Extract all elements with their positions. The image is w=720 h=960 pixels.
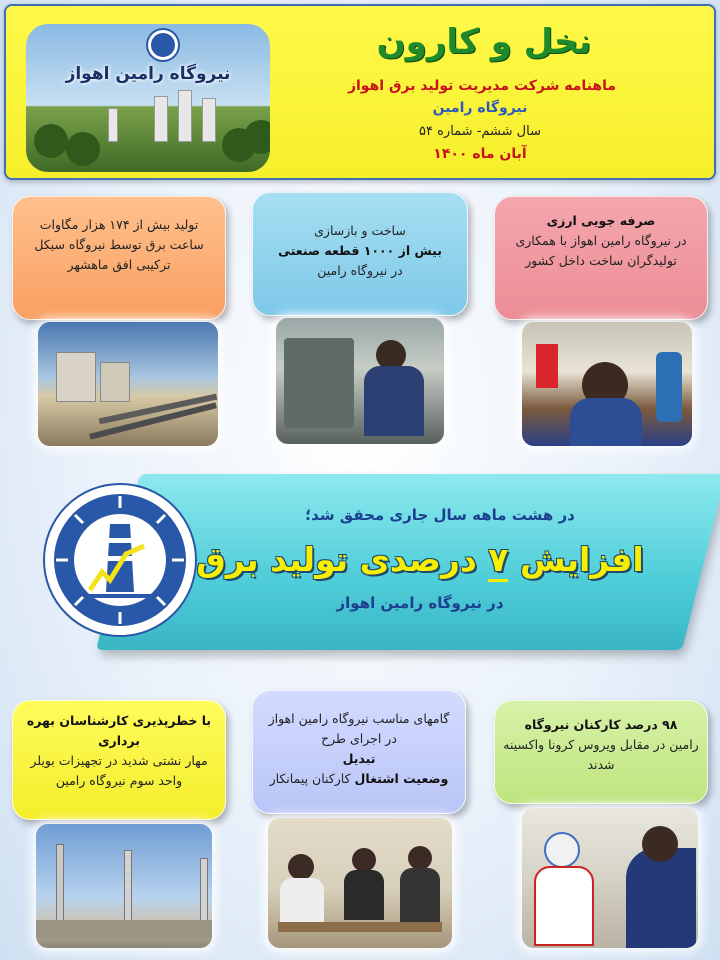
combined-cycle-plant-photo xyxy=(38,322,218,446)
issue-date: آبان ماه ۱۴۰۰ xyxy=(433,146,527,162)
banner-headline xyxy=(190,540,650,579)
card-employment-post: کارکنان پیمانکار xyxy=(269,771,351,786)
card-savings-title: صرفه جویی ارزی xyxy=(546,213,656,228)
header-photo-caption: نیروگاه رامین اهواز xyxy=(65,64,231,84)
plant-name: نیروگاه رامین xyxy=(432,100,528,116)
banner-headline-number: ۷ xyxy=(488,540,508,582)
card-currency-savings[interactable] xyxy=(494,196,708,320)
card-power-production[interactable] xyxy=(12,196,226,320)
magazine-title: نخل و کارون xyxy=(376,22,592,62)
header-plant-photo xyxy=(26,24,270,172)
card-production-text: تولید بیش از ۱۷۴ هزار مگاوات ساعت برق توسط نیروگاه سیکل ترکیبی افق ماهشهر xyxy=(34,217,204,272)
card-boiler-leak[interactable] xyxy=(12,700,226,820)
card-employment-status[interactable] xyxy=(252,690,466,814)
banner-top-line: در هشت ماهه سال جاری محقق شد؛ xyxy=(305,506,575,524)
card-boiler-text: مهار نشتی شدید در تجهیزات بویلر واحد سوم نیروگاه رامین xyxy=(30,753,208,788)
power-plant-chimneys-photo xyxy=(36,824,212,948)
meeting-room-photo xyxy=(268,818,452,948)
card-employment-pre: گامهای مناسب نیروگاه رامین اهواز در اجرای طرح xyxy=(268,711,450,746)
card-parts-pre: ساخت و بازسازی xyxy=(314,223,406,238)
card-boiler-title: با خطرپذیری کارشناسان بهره برداری xyxy=(26,713,212,748)
card-vaccination[interactable] xyxy=(494,700,708,804)
banner-headline-pre: افزایش xyxy=(519,540,644,579)
card-employment-bold2: وضعیت اشتغال xyxy=(354,771,449,786)
official-office-photo xyxy=(522,322,692,446)
banner-headline-post: درصدی تولید برق xyxy=(196,540,477,579)
company-gear-logo-icon xyxy=(40,480,200,640)
company-logo-icon xyxy=(148,30,178,60)
card-vaccination-text: رامین در مقابل ویروس کرونا واکسینه شدند xyxy=(503,737,699,772)
issue-number: سال ششم- شماره ۵۴ xyxy=(419,124,541,139)
card-industrial-parts[interactable] xyxy=(252,192,468,316)
vaccination-photo xyxy=(522,808,698,948)
magazine-subtitle: ماهنامه شرکت مدیریت تولید برق اهواز xyxy=(347,78,617,94)
card-parts-bold: بیش از ۱۰۰۰ قطعه صنعتی xyxy=(278,243,442,258)
card-parts-post: در نیروگاه رامین xyxy=(317,263,403,278)
workshop-machinist-photo xyxy=(276,318,444,444)
card-savings-text: در نیروگاه رامین اهواز با همکاری تولیدگران ساخت داخل کشور xyxy=(515,233,687,268)
banner-subline: در نیروگاه رامین اهواز xyxy=(336,594,504,612)
card-vaccination-title: ۹۸ درصد کارکنان نیروگاه xyxy=(524,717,678,732)
card-employment-bold1: تبدیل xyxy=(342,751,376,766)
